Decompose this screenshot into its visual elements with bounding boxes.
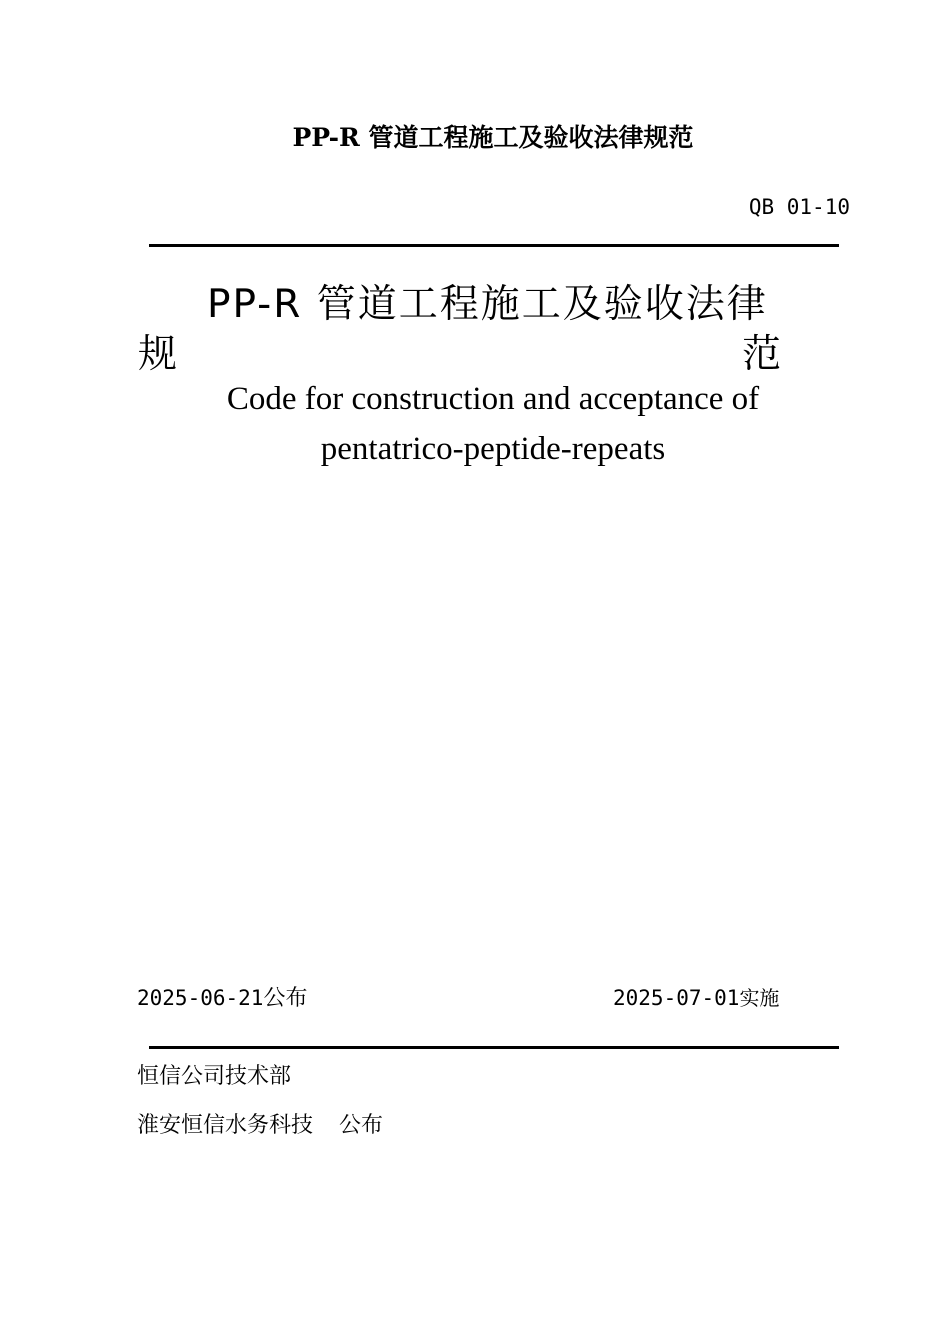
effective-date-label: 实施 (739, 986, 780, 1010)
publish-date-value: 2025-06-21 (137, 986, 264, 1010)
standard-code: QB 01-10 (748, 195, 850, 219)
organization-line2 (137, 1110, 383, 1142)
publish-date (137, 982, 307, 1015)
main-title-line2-left: 规 (138, 332, 178, 377)
organization-line1: 恒信公司技术部 (137, 1064, 292, 1089)
top-divider (149, 244, 839, 247)
bottom-divider (149, 1046, 839, 1049)
english-title-line2: pentatrico-peptide-repeats (320, 431, 666, 467)
effective-date-value: 2025-07-01 (613, 986, 740, 1010)
organization-name: 淮安恒信水务科技 (137, 1113, 314, 1138)
header-title: PP-R 管道工程施工及验收法律规范 (292, 123, 694, 152)
effective-date (613, 982, 779, 1015)
main-title-line1: PP-R 管道工程施工及验收法律 (207, 282, 768, 327)
organization-action: 公布 (339, 1113, 384, 1138)
publish-date-label: 公布 (263, 986, 308, 1011)
english-title-line1: Code for construction and acceptance of (226, 381, 760, 417)
main-title-line2-right: 范 (742, 332, 782, 377)
